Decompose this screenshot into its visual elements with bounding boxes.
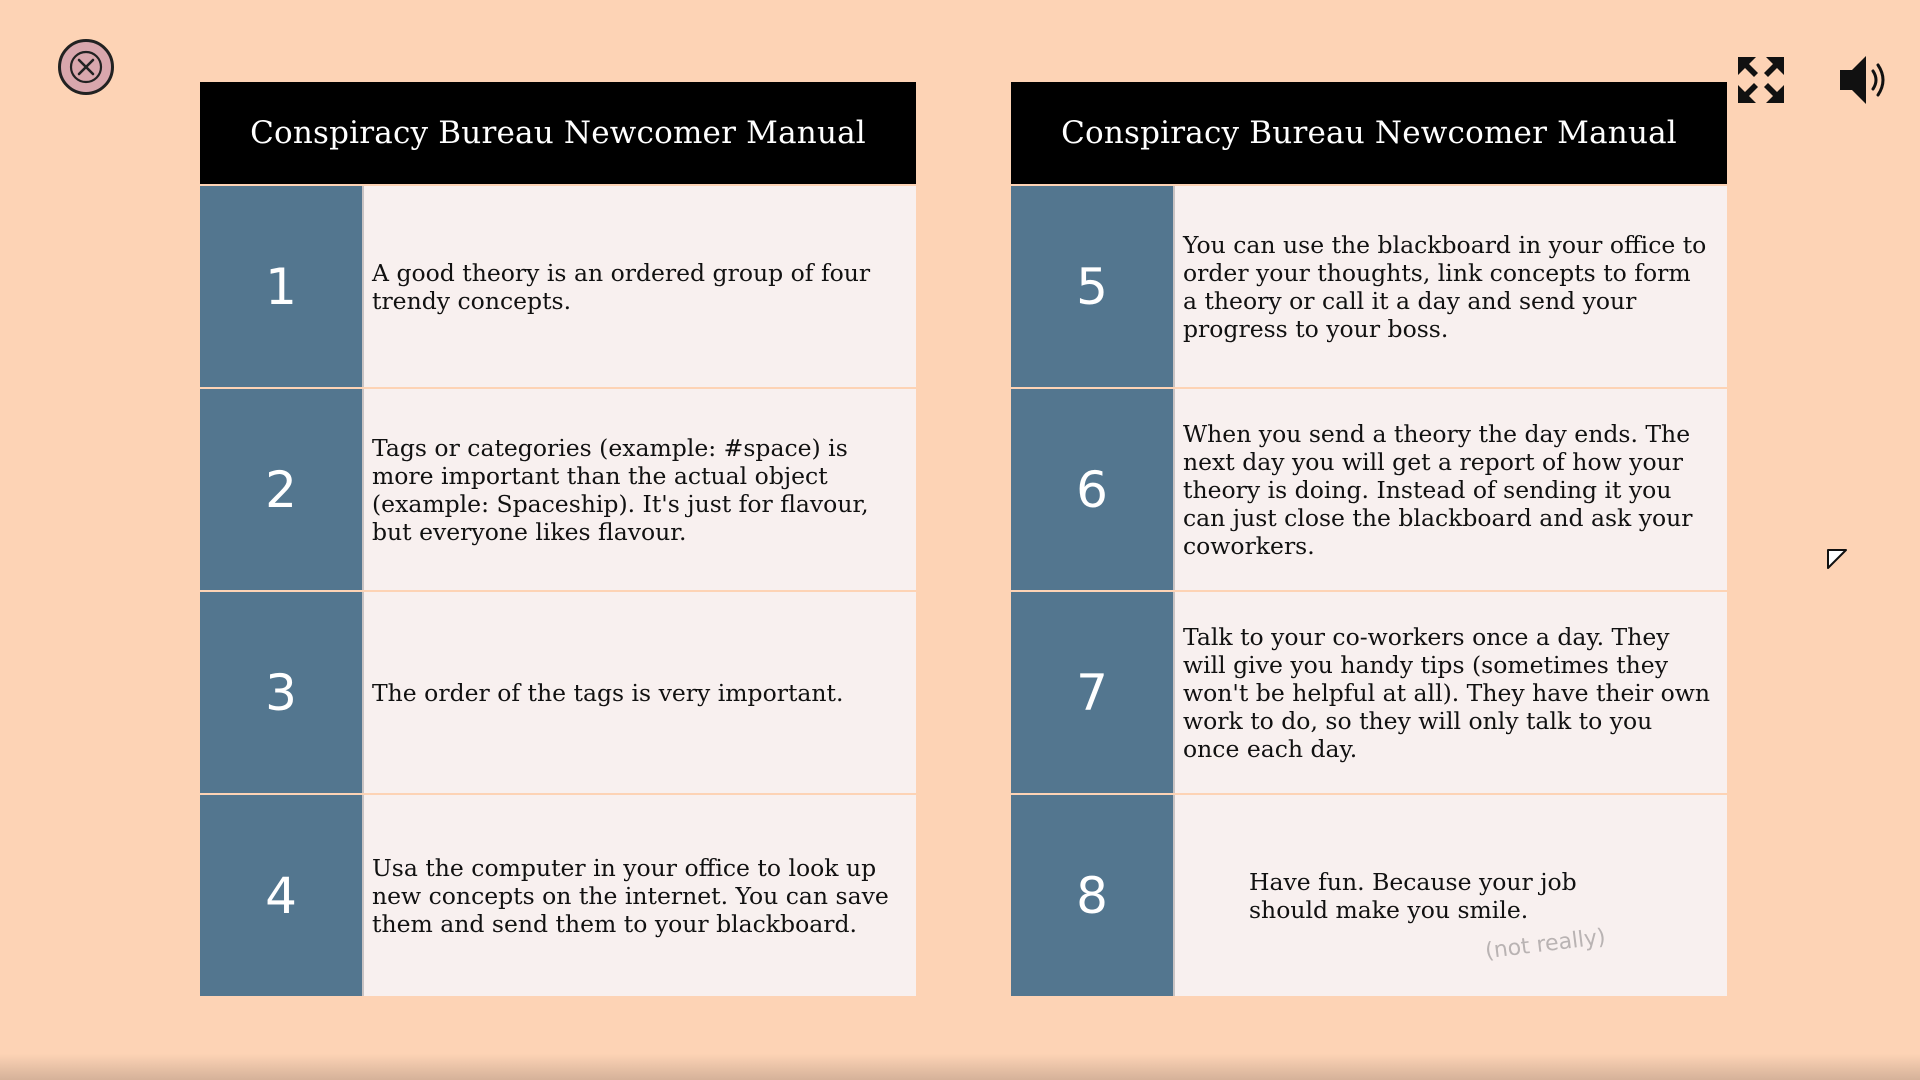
- manual-page-left: [200, 82, 916, 996]
- rule-number: 4: [200, 795, 364, 996]
- manual-title: Conspiracy Bureau Newcomer Manual: [200, 82, 916, 184]
- speaker-icon[interactable]: [1836, 52, 1890, 108]
- rule-text: The order of the tags is very important.: [364, 592, 916, 793]
- rule-text: You can use the blackboard in your office to order your thoughts, link concepts to form a theory or call it a day and send your progress to your boss.: [1175, 186, 1727, 387]
- rule-text: Tags or categories (example: #space) is more important than the actual object (example: Spaceship). It's just for flavour, but everyone likes flavour.: [364, 389, 916, 590]
- rule-row: [1011, 389, 1727, 590]
- manual-title: Conspiracy Bureau Newcomer Manual: [1011, 82, 1727, 184]
- rule-row: [200, 592, 916, 793]
- close-icon: [69, 50, 103, 84]
- rule-row: [200, 186, 916, 387]
- rule-text: Have fun. Because your job should make you smile.: [1249, 867, 1577, 924]
- rule-number: 1: [200, 186, 364, 387]
- rule-row: [1011, 795, 1727, 996]
- rule-number: 3: [200, 592, 364, 793]
- rule-row: [200, 795, 916, 996]
- rule-number: 7: [1011, 592, 1175, 793]
- rule-text: A good theory is an ordered group of four trendy concepts.: [364, 186, 916, 387]
- manual-page-right: [1011, 82, 1727, 996]
- fullscreen-icon[interactable]: [1736, 55, 1786, 105]
- rule-number: 8: [1011, 795, 1175, 996]
- rule-text-final: [1175, 795, 1727, 996]
- rule-text: When you send a theory the day ends. The next day you will get a report of how your theory is doing. Instead of sending it you can just close the blackboard and ask your coworkers.: [1175, 389, 1727, 590]
- rule-row: [1011, 186, 1727, 387]
- aside-note: (not really): [1483, 924, 1608, 965]
- rule-number: 5: [1011, 186, 1175, 387]
- bottom-edge-shadow: [0, 1054, 1920, 1080]
- rule-number: 6: [1011, 389, 1175, 590]
- cursor-icon: [1826, 548, 1848, 570]
- close-button[interactable]: [58, 39, 114, 95]
- rule-number: 2: [200, 389, 364, 590]
- rule-text: Usa the computer in your office to look up new concepts on the internet. You can save them and send them to your blackboard.: [364, 795, 916, 996]
- rule-row: [1011, 592, 1727, 793]
- rule-text: Talk to your co-workers once a day. They will give you handy tips (sometimes they won't be helpful at all). They have their own work to do, so they will only talk to you once each day.: [1175, 592, 1727, 793]
- rule-row: [200, 389, 916, 590]
